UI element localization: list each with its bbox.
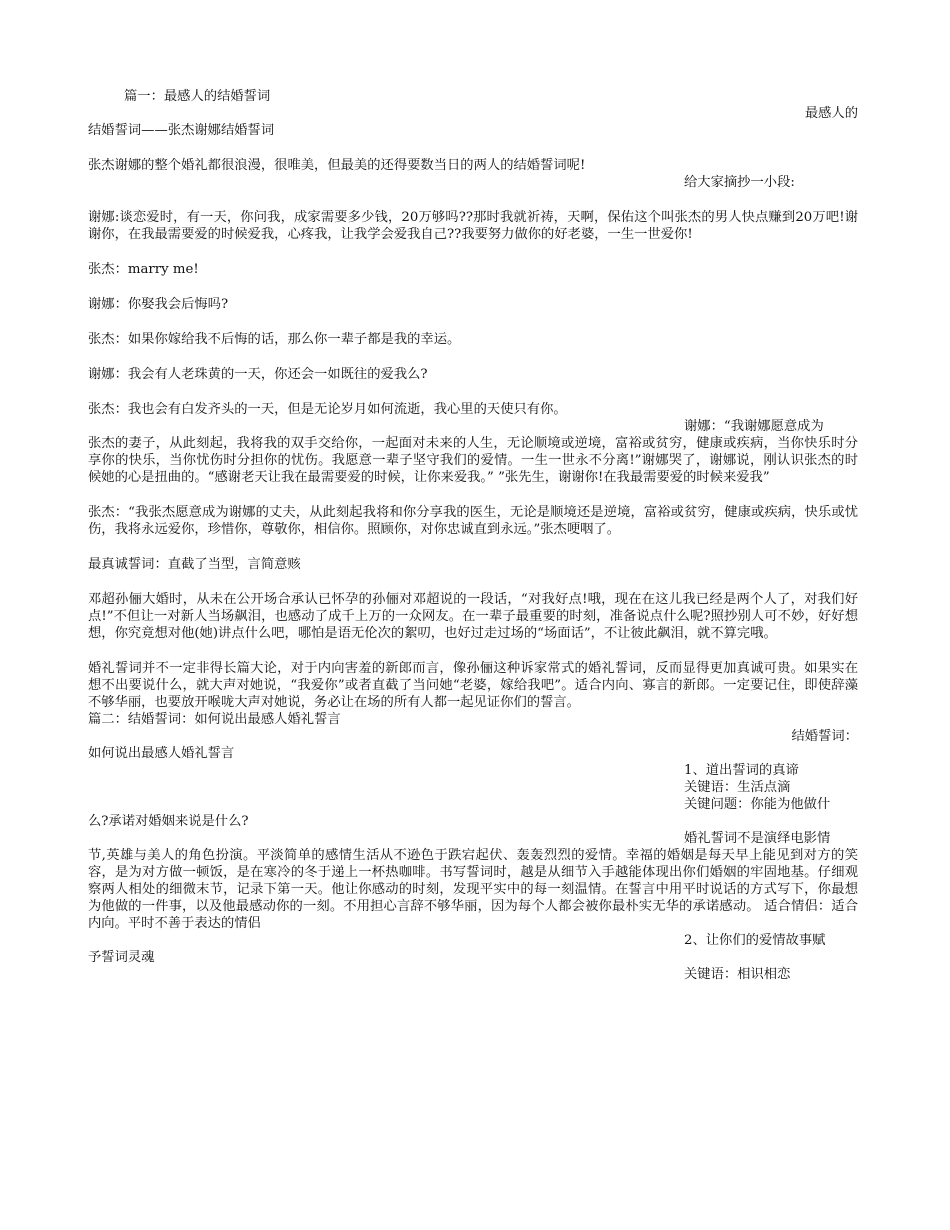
text-line: 么?承诺对婚姻来说是什么? <box>88 814 249 829</box>
paragraph: 张杰：我也会有白发齐头的一天，但是无论岁月如何流逝，我心里的天使只有你。 <box>88 402 567 417</box>
text-line: 关键语：生活点滴 <box>684 780 791 795</box>
text-line: 予誓词灵魂 <box>88 950 155 965</box>
paragraph: 张杰：marry me! <box>88 262 199 277</box>
text-line: 关键问题：你能为他做什 <box>684 797 831 812</box>
text-line: 婚礼誓词不是演绎电影情 <box>684 831 831 846</box>
text-line: 结婚誓词——张杰谢娜结婚誓词 <box>88 123 275 138</box>
paragraph: 节,英雄与美人的角色扮演。平淡简单的感情生活从不逊色于跌宕起伏、轰轰烈烈的爱情。幸福的婚姻是每天早上能见到对方的笑容，是为对方做一顿饭，是在寒冷的冬于递上一杯热咖啡。书写誓词时，越是从细节入手越能体现出你们婚姻的牢固地基。仔细观察两人相处的细微末节，记录下第一天。他让你感动的时刻，发现平实中的每一刻温情。在誓言中用平时说话的方式写下，你最想为他做的一件事，以及他最感动你的一刻。不用担心言辞不够华丽，因为每个人都会被你最朴实无华的承诺感动。 适合情侣：适合内向。平时不善于表达的情侣 <box>88 848 858 931</box>
text-line: 如何说出最感人婚礼誓言 <box>88 746 235 761</box>
paragraph: 婚礼誓词并不一定非得长篇大论，对于内向害羞的新郎而言，像孙俪这种诉家常式的婚礼誓词，反而显得更加真诚可贵。如果实在想不出要说什么，就大声对她说，“我爱你”或者直截了当问她“老婆，嫁给我吧”。适合内向、寡言的新郎。一定要记住，即使辞藻不够华丽，也要放开喉咙大声对她说，务必让在场的所有人都一起见证你们的誓言。 <box>88 661 858 710</box>
text-line: 给大家摘抄一小段: <box>684 175 795 190</box>
paragraph: 最真诚誓词：直截了当型，言简意赅 <box>88 557 301 572</box>
paragraph: 谢娜:谈恋爱时，有一天，你问我，成家需要多少钱，20万够吗??那时我就祈祷，天啊，保佑这个叫张杰的男人快点赚到20万吧!谢谢你，在我最需要爱的时候爱我，心疼我，让我学会爱我自己??我要努力做你的好老婆，一生一世爱你! <box>88 210 858 242</box>
document-page <box>88 88 858 983</box>
text-line: 结婚誓词： <box>791 729 858 744</box>
paragraph: 张杰的妻子，从此刻起，我将我的双手交给你，一起面对未来的人生，无论顺境或逆境，富裕或贫穷，健康或疾病，当你快乐时分享你的快乐，当你忧伤时分担你的忧伤。我愿意一辈子坚守我们的爱情。一生一世永不分离!”谢娜哭了，谢娜说，刚认识张杰的时候她的心是扭曲的。“感谢老天让我在最需要爱的时候，让你来爱我。” ”张先生，谢谢你!在我最需要爱的时候来爱我” <box>88 436 858 485</box>
section-heading: 篇二：结婚誓词：如何说出最感人婚礼誓言 <box>88 712 341 727</box>
text-line: 关键语：相识相恋 <box>684 967 791 982</box>
paragraph: 张杰：“我张杰愿意成为谢娜的丈夫，从此刻起我将和你分享我的医生，无论是顺境还是逆境，富裕或贫穷，健康或疾病，快乐或忧伤，我将永远爱你，珍惜你，尊敬你，相信你。照顾你，对你忠诚直到永远。”张杰哽咽了。 <box>88 505 858 537</box>
paragraph: 谢娜：我会有人老珠黄的一天，你还会一如既往的爱我么? <box>88 367 428 382</box>
section-heading: 篇一：最感人的结婚誓词 <box>124 89 271 104</box>
paragraph: 谢娜：你娶我会后悔吗? <box>88 297 229 312</box>
paragraph: 张杰谢娜的整个婚礼都很浪漫，很唯美，但最美的还得要数当日的两人的结婚誓词呢! <box>88 158 586 173</box>
paragraph: 张杰：如果你嫁给我不后悔的话，那么你一辈子都是我的幸运。 <box>88 332 461 347</box>
paragraph: 邓超孙俪大婚时，从未在公开场合承认已怀孕的孙俪对邓超说的一段话，“对我好点!哦，现在在这儿我已经是两个人了，对我们好点!”不但让一对新人当场飙泪，也感动了成千上万的一众网友。在一辈子最重要的时刻，准备说点什么呢?照抄别人可不妙，好好想想，你究竟想对他(她)讲点什么吧，哪怕是语无伦次的絮叨，也好过走过场的“场面话”，不让彼此飙泪，就不算完哦。 <box>88 592 858 641</box>
text-line: 最感人的 <box>804 106 858 121</box>
text-line: 2、让你们的爱情故事赋 <box>684 933 826 948</box>
text-line: 1、道出誓词的真谛 <box>684 763 799 778</box>
text-line: 谢娜：“我谢娜愿意成为 <box>684 419 824 434</box>
